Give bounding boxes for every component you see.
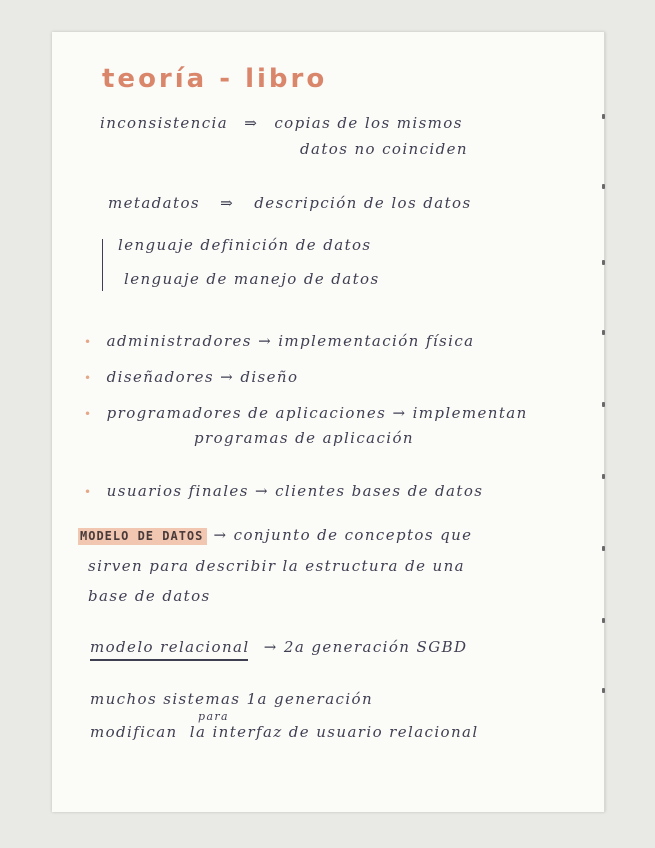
definition-text: descripción de los datos [254,194,472,212]
definition-text: copias de los mismos [274,114,463,132]
term-inconsistencia: inconsistencia [100,114,229,132]
perforation-mark [602,330,605,335]
arrow-icon: ⇒ [220,194,235,212]
bullet-icon: • [84,485,93,499]
list-item-text: usuarios finales → clientes bases de datos [106,482,484,500]
list-item [84,406,528,421]
perforation-mark [602,688,605,693]
note-line: muchos sistemas 1a generación [90,690,374,708]
bullet-icon: • [84,407,93,421]
note-line [108,196,472,211]
perforation-mark [602,402,605,407]
definition-text: la interfaz de usuario relacional [189,723,479,741]
note-line [78,528,472,543]
perforation-mark [602,474,605,479]
highlighted-heading: MODELO DE DATOS [78,528,207,545]
term-modifican: modifican [90,723,178,741]
list-item-text: diseñadores → diseño [106,368,299,386]
note-line: lenguaje de manejo de datos [124,270,380,288]
perforation-mark [602,546,605,551]
bullet-icon: • [84,335,93,349]
term-modelo-relacional: modelo relacional [90,638,250,656]
definition-text: → 2a generación SGBD [263,638,468,656]
arrow-icon: ⇒ [244,114,259,132]
page-title: teoría - libro [102,64,328,94]
perforation-mark [602,114,605,119]
bullet-icon: • [84,371,93,385]
list-item [84,334,474,349]
perforation-mark [602,618,605,623]
term-metadatos: metadatos [108,194,200,212]
note-line: para [198,710,230,723]
note-line [90,725,479,740]
brace-mark [102,239,111,291]
note-line: base de datos [88,587,211,605]
note-line: programas de aplicación [194,429,414,447]
note-line [90,640,467,655]
list-item [84,484,483,499]
note-line: datos no coinciden [300,140,468,158]
perforation-mark [602,260,605,265]
list-item-text: programadores de aplicaciones → implementan [106,404,528,422]
note-line [100,116,463,131]
list-item-text: administradores → implementación física [106,332,475,350]
underline-mark [90,659,248,661]
perforation-mark [602,184,605,189]
note-line: sirven para describir la estructura de una [88,557,465,575]
note-line: lenguaje definición de datos [118,236,372,254]
list-item [84,370,298,385]
notebook-page [52,32,605,812]
definition-text: → conjunto de conceptos que [213,526,473,544]
